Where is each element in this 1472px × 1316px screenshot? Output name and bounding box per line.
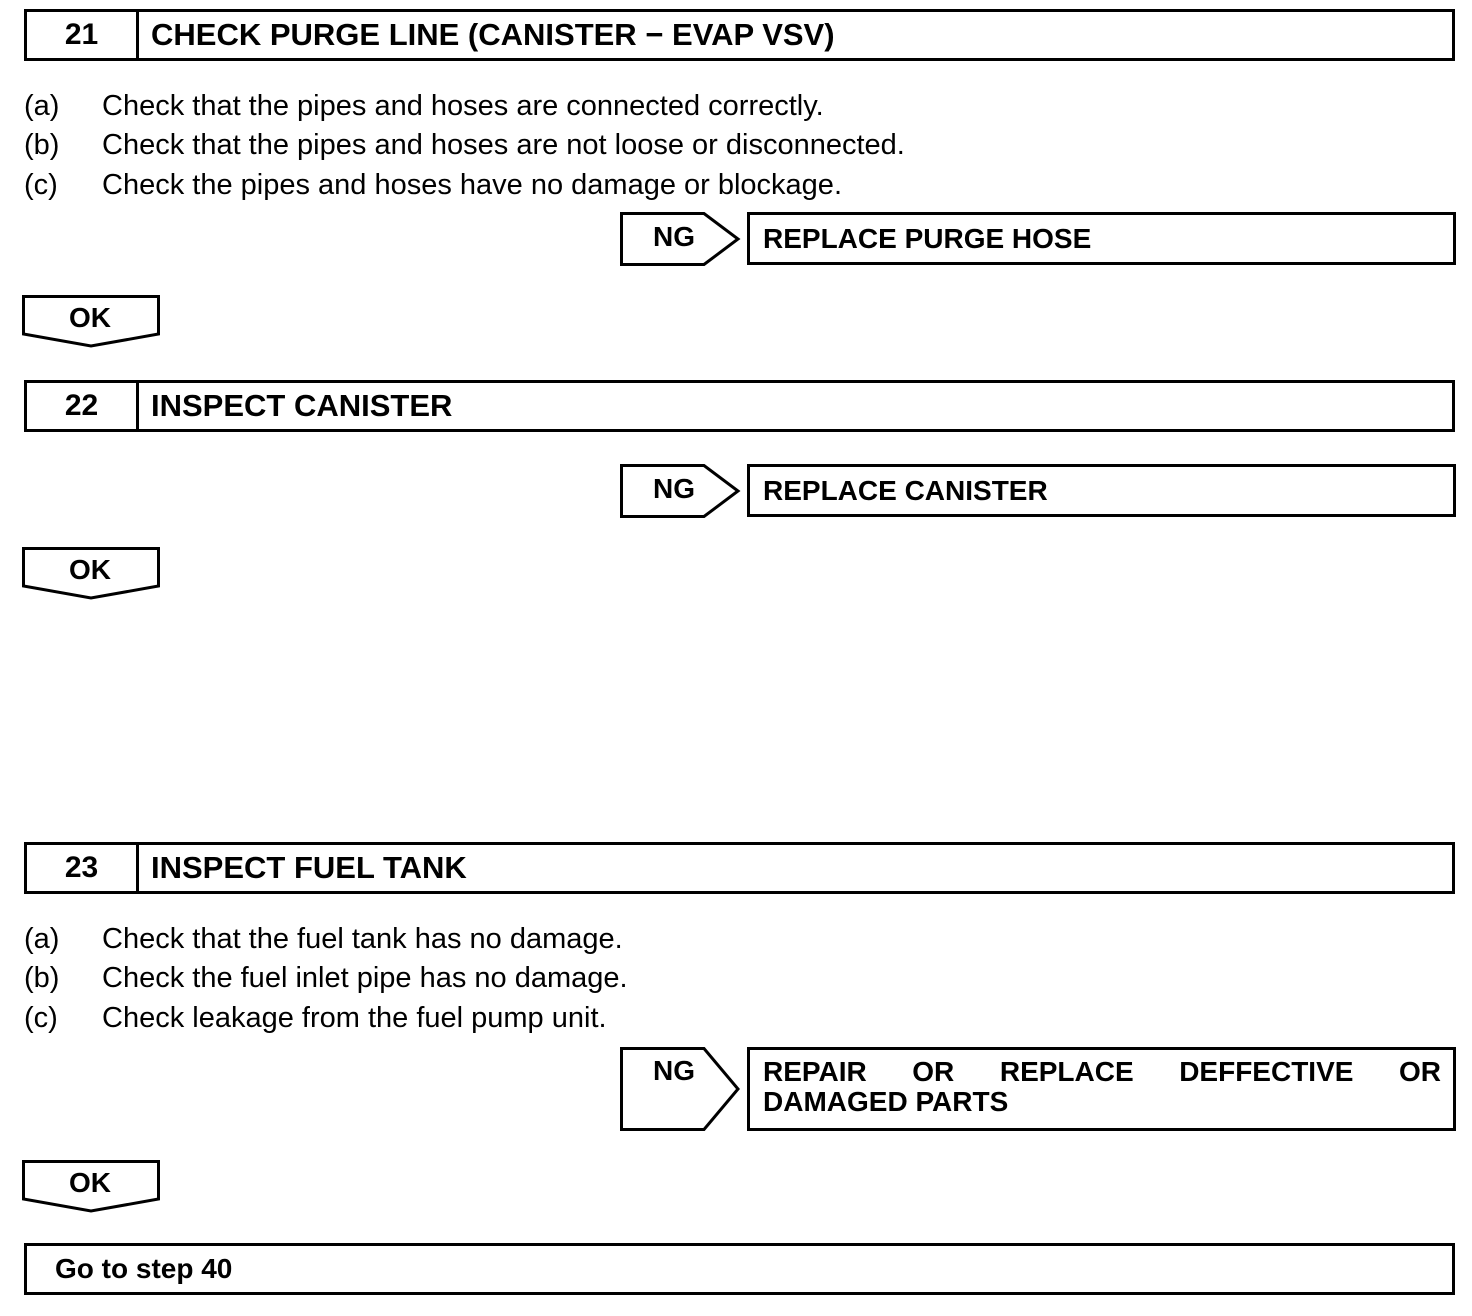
ng-result-word: DEFFECTIVE [1179,1056,1354,1087]
step-number: 21 [27,12,139,58]
ng-label: NG [653,473,695,504]
instruction-item [24,86,824,126]
ok-label: OK [69,302,111,333]
ng-arrow [620,1047,742,1131]
instruction-text: Check the pipes and hoses have no damage or blockage. [102,169,842,201]
ok-arrow [22,547,160,601]
instruction-text: Check the fuel inlet pipe has no damage. [102,962,628,994]
ng-label: NG [653,1055,695,1086]
instruction-label: (a) [24,923,60,955]
ok-label: OK [69,1167,111,1198]
ng-label: NG [653,221,695,252]
instruction-text: Check that the fuel tank has no damage. [102,923,623,955]
step-23-header [24,842,1455,894]
ng-result-word: REPLACE [999,1056,1134,1087]
step-number: 23 [27,845,139,891]
step-title: INSPECT CANISTER [151,388,453,423]
ng-arrow [620,212,742,266]
ng-result-word: OR [912,1056,955,1087]
ng-result-word: REPAIR [763,1056,867,1087]
instruction-label: (b) [24,962,60,994]
ng-result-box: REPLACE PURGE HOSE [747,212,1456,265]
instruction-item [24,125,905,165]
ok-arrow [22,1160,160,1214]
ng-result-line-1 [763,1057,1453,1087]
step-21-header [24,9,1455,61]
instruction-item [24,998,607,1038]
instruction-item [24,165,842,205]
ok-label: OK [69,554,111,585]
instruction-text: Check leakage from the fuel pump unit. [102,1002,607,1034]
step-number: 22 [27,383,139,429]
ng-result-box [747,1047,1456,1131]
ng-arrow [620,464,742,518]
instruction-label: (b) [24,129,60,161]
step-title: CHECK PURGE LINE (CANISTER − EVAP VSV) [151,17,835,52]
instruction-text: Check that the pipes and hoses are connected correctly. [102,90,824,122]
instruction-item [24,919,623,959]
ng-result-box: REPLACE CANISTER [747,464,1456,517]
ng-result-word: OR [1399,1056,1441,1087]
instruction-text: Check that the pipes and hoses are not loose or disconnected. [102,129,905,161]
go-to-step-box: Go to step 40 [24,1243,1455,1295]
instruction-label: (c) [24,1002,58,1034]
ng-result-line-2: DAMAGED PARTS [763,1086,1009,1117]
step-title: INSPECT FUEL TANK [151,850,467,885]
instruction-label: (a) [24,90,60,122]
instruction-label: (c) [24,169,58,201]
instruction-item [24,958,628,998]
step-22-header [24,380,1455,432]
ok-arrow [22,295,160,349]
